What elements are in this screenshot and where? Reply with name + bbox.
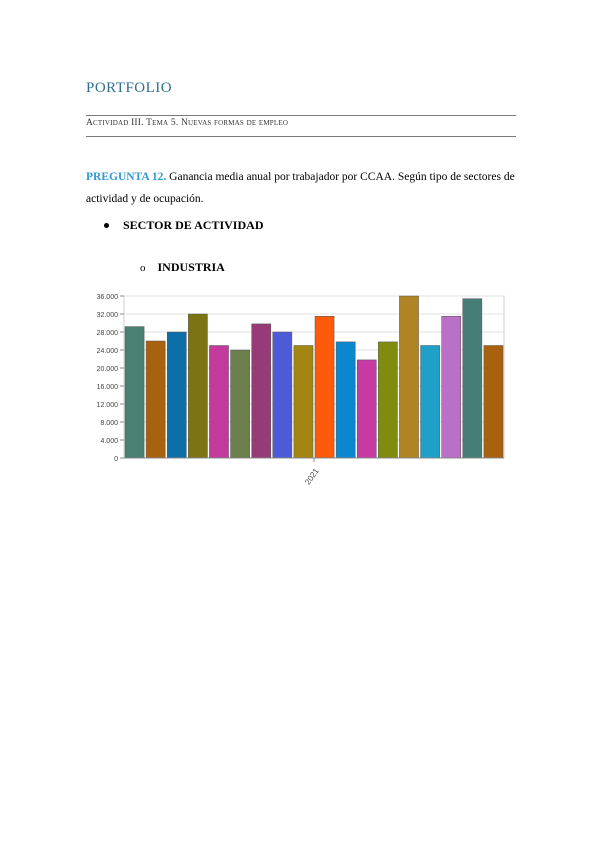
bar xyxy=(421,346,440,459)
subsection-title: INDUSTRIA xyxy=(157,260,225,274)
bar xyxy=(484,346,503,459)
bar xyxy=(463,299,482,458)
bar xyxy=(188,314,207,458)
bar xyxy=(146,341,165,458)
bar xyxy=(273,332,292,458)
y-tick-label: 16.000 xyxy=(96,384,118,391)
bar-chart-svg xyxy=(86,288,516,498)
bar xyxy=(125,327,144,458)
y-tick-label: 36.000 xyxy=(96,294,118,301)
bar xyxy=(336,342,355,458)
y-tick-label: 12.000 xyxy=(96,402,118,409)
industria-chart xyxy=(86,288,516,498)
header-rule-top xyxy=(86,115,516,116)
bullet-dot-icon xyxy=(104,223,109,228)
bar xyxy=(442,316,461,458)
question-label: PREGUNTA 12. xyxy=(86,171,167,183)
header-rule-bottom xyxy=(86,136,516,137)
y-tick-label: 24.000 xyxy=(96,348,118,355)
y-tick-label: 0 xyxy=(114,456,118,463)
section-title: SECTOR DE ACTIVIDAD xyxy=(123,218,264,232)
y-tick-label: 8.000 xyxy=(100,420,118,427)
bar xyxy=(378,342,397,458)
bar xyxy=(294,346,313,459)
section-bullet xyxy=(104,218,263,233)
bar xyxy=(315,316,334,458)
question-paragraph xyxy=(86,166,518,210)
bar xyxy=(252,324,271,458)
page-title: PORTFOLIO xyxy=(86,80,173,96)
page-subtitle: Actividad III. Tema 5. Nuevas formas de empleo xyxy=(86,118,289,128)
question-text: Ganancia media anual por trabajador por CCAA. Según tipo de sectores de actividad y de ocupación. xyxy=(86,171,515,205)
y-tick-label: 32.000 xyxy=(96,312,118,319)
bar xyxy=(231,350,250,458)
subsection-item xyxy=(140,260,225,275)
bar xyxy=(357,360,376,458)
y-tick-label: 4.000 xyxy=(100,438,118,445)
bar xyxy=(167,332,186,458)
y-tick-label: 20.000 xyxy=(96,366,118,373)
sub-bullet-marker: o xyxy=(140,261,146,274)
bar xyxy=(399,296,418,458)
y-tick-label: 28.000 xyxy=(96,330,118,337)
x-tick-label: 2021 xyxy=(303,466,321,487)
bar xyxy=(209,346,228,459)
